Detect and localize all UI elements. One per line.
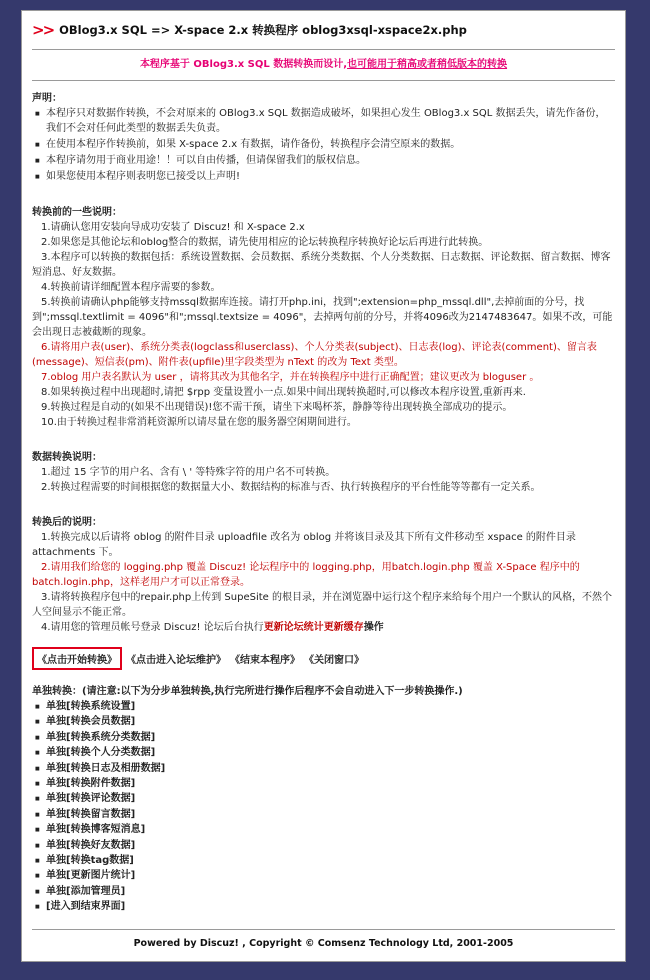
after-item: 3.请将转换程序包中的repair.php上传到 SupeSite 的根目录，并在浏览器中运行这个程序来给每个用户一个默认的风格，不然个人空间显示不能正常。 <box>32 592 612 618</box>
statement-item: ■ 本程序请勿用于商业用途！！可以自由传播，但请保留我们的版权信息。 <box>32 153 615 168</box>
after-item4-end: 操作 <box>363 622 384 633</box>
single-link-image-stats[interactable]: ■ 单独[更新图片统计] <box>32 868 615 883</box>
content <box>32 11 615 915</box>
update-stats-link: 更新论坛统计 <box>263 622 324 633</box>
single-link-add-admin[interactable]: ■ 单独[添加管理员] <box>32 884 615 899</box>
data-notes-list <box>32 465 615 495</box>
footer-copyright: Powered by Discuz! , Copyright © Comsenz Technology Ltd, 2001-2005 <box>133 938 514 949</box>
before-item: 4.转换前请详细配置本程序需要的参数。 <box>41 282 221 293</box>
after-item4-text: 4.请用您的管理员帐号登录 Discuz! 论坛后台执行 <box>41 622 264 633</box>
single-list <box>32 699 615 915</box>
forum-maintain-link[interactable]: 《点击进入论坛维护》 <box>126 655 226 666</box>
single-link-settings[interactable]: ■ 单独[转换系统设置] <box>32 699 615 714</box>
before-item: 3.本程序可以转换的数据包括：系统设置数据、会员数据、系统分类数据、个人分类数据、日志数据、评论数据、留言数据、博客短消息、好友数据。 <box>32 252 611 278</box>
after-item: 1.转换完成以后请将 oblog 的附件目录 uploadfile 改名为 oblog 并将该目录及其下所有文件移动至 xspace 的附件目录 attachments 下。 <box>32 532 576 558</box>
single-link-logs-albums[interactable]: ■ 单独[转换日志及相册数据] <box>32 761 615 776</box>
single-link-tags[interactable]: ■ 单独[转换tag数据] <box>32 853 615 868</box>
subtitle-text: 本程序基于 OBlog3.x SQL 数据转换而设计, <box>139 59 348 70</box>
page-footer <box>32 929 615 960</box>
after-item-red: 2.请用我们给您的 logging.php 覆盖 Discuz! 论坛程序中的 logging.php，用batch.login.php 覆盖 X-Space 程序中的 batch.login.php，这样老用户才可以正常登录。 <box>32 562 580 588</box>
before-item: 2.如果您是其他论坛和oblog整合的数据，请先使用相应的论坛转换程序转换好论坛后再进行此转换。 <box>41 237 489 248</box>
page-frame <box>21 10 626 962</box>
single-link-members[interactable]: ■ 单独[转换会员数据] <box>32 714 615 729</box>
end-program-link[interactable]: 《结束本程序》 <box>230 655 300 666</box>
page-subtitle <box>32 50 615 81</box>
single-link-comments[interactable]: ■ 单独[转换评论数据] <box>32 791 615 806</box>
before-list <box>32 220 615 430</box>
before-item: 10.由于转换过程非常消耗资源所以请尽量在您的服务器空闲期间进行。 <box>41 417 357 428</box>
before-item: 8.如果转换过程中出现超时,请把 $rpp 变量设置小一点.如果中间出现转换超时,可以修改本程序设置,重新再来. <box>41 387 526 398</box>
statement-item: ■ 本程序只对数据作转换，不会对原来的 OBlog3.x SQL 数据造成破坏，如果担心发生 OBlog3.x SQL 数据丢失，请先作备份，我们不会对任何此类型的数据丢失负责。 <box>32 106 615 136</box>
action-bar <box>32 647 615 670</box>
before-item: 9.转换过程是自动的(如果不出现错误)!您不需干预，请坐下来喝杯茶，静静等待出现转换全部成功的提示。 <box>41 402 513 413</box>
single-link-end-page[interactable]: ■ [进入到结束界面] <box>32 899 615 914</box>
arrows-icon: >> <box>32 21 54 39</box>
data-notes-title: 数据转换说明： <box>32 452 102 463</box>
single-link-pm[interactable]: ■ 单独[转换博客短消息] <box>32 822 615 837</box>
close-window-link[interactable]: 《关闭窗口》 <box>304 655 364 666</box>
start-convert-button[interactable]: 《点击开始转换》 <box>32 647 122 670</box>
single-link-friends[interactable]: ■ 单独[转换好友数据] <box>32 838 615 853</box>
statement-title: 声明： <box>32 93 62 104</box>
statement-item: ■ 在使用本程序作转换前，如果 X-space 2.x 有数据，请作备份，转换程序会清空原来的数据。 <box>32 137 615 152</box>
page-header <box>32 11 615 50</box>
subtitle-underlined: 也可能用于稍高或者稍低版本的转换 <box>347 59 508 70</box>
before-item: 5.转换前请确认php能够支持mssql数据库连接。请打开php.ini，找到";extension=php_mssql.dll",去掉前面的分号，找到";mssql.textlimit = 4096"和";mssql.textsize = 4096"，去掉两句前的分号，并将4096改为2147483647。如果不改，可能会出现日志被截断的现象。 <box>32 297 613 338</box>
before-item-red: 7.oblog 用户表名默认为 user ，请将其改为其他名字，并在转换程序中进行正确配置；建议更改为 bloguser 。 <box>41 372 540 383</box>
statement-list <box>32 106 615 184</box>
after-list <box>32 530 615 635</box>
update-cache-link: 更新缓存 <box>323 622 364 633</box>
after-title: 转换后的说明： <box>32 517 102 528</box>
single-link-messages[interactable]: ■ 单独[转换留言数据] <box>32 807 615 822</box>
statement-item: ■ 如果您使用本程序则表明您已接受以上声明! <box>32 169 615 184</box>
single-link-attachments[interactable]: ■ 单独[转换附件数据] <box>32 776 615 791</box>
single-link-personal-category[interactable]: ■ 单独[转换个人分类数据] <box>32 745 615 760</box>
page-title: OBlog3.x SQL => X-space 2.x 转换程序 oblog3xsql-xspace2x.php <box>59 23 467 37</box>
before-title: 转换前的一些说明： <box>32 207 122 218</box>
single-link-sys-category[interactable]: ■ 单独[转换系统分类数据] <box>32 730 615 745</box>
single-title: 单独转换：(请注意:以下为分步单独转换,执行完所进行操作后程序不会自动进入下一步转换操作.) <box>32 686 463 697</box>
after-item <box>32 620 615 635</box>
data-notes-item: 1.超过 15 字节的用户名、含有 \ ' 等特殊字符的用户名不可转换。 <box>41 467 336 478</box>
before-item-red: 6.请将用户表(user)、系统分类表(logclass和userclass)、个人分类表(subject)、日志表(log)、评论表(comment)、留言表(message)、短信表(pm)、附件表(upfile)里字段类型为 nText 的改为 Text 类型。 <box>32 342 597 368</box>
before-item: 1.请确认您用安装向导成功安装了 Discuz! 和 X-space 2.x <box>41 222 305 233</box>
data-notes-item: 2.转换过程需要的时间根据您的数据量大小、数据结构的标准与否、执行转换程序的平台性能等等都有一定关系。 <box>41 482 541 493</box>
